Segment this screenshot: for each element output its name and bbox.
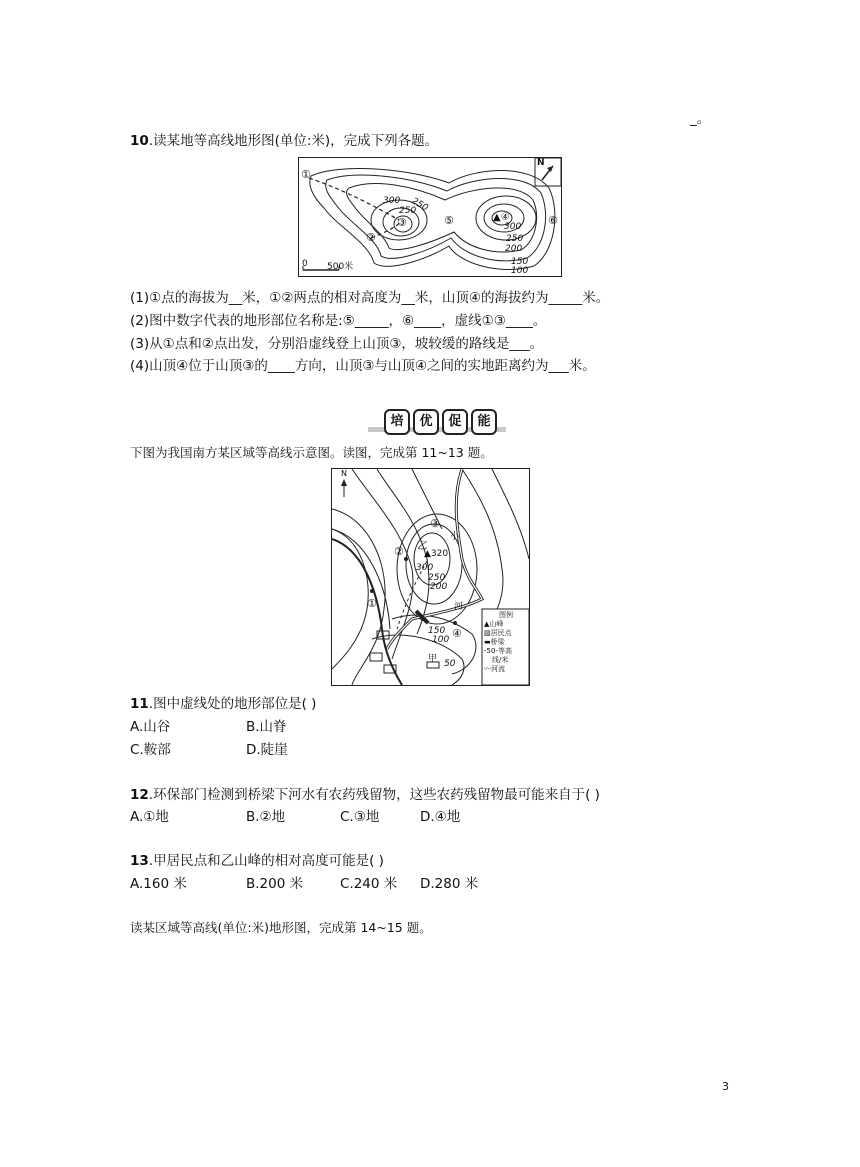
map2-north-label: N — [341, 469, 347, 478]
legend-peak: ▲山峰 — [484, 620, 504, 628]
peak-icon: ▲ — [484, 620, 490, 628]
map1-label-200: 200 — [505, 244, 523, 254]
q12-option-c[interactable]: C.③地 — [340, 809, 380, 825]
map1-label-300: 300 — [504, 222, 522, 232]
bridge-icon: ▬ — [484, 638, 491, 646]
map2-contour-50: 50 — [444, 659, 456, 669]
map1-point-1: ① — [301, 168, 311, 181]
contour-map-1 — [298, 157, 562, 277]
map1-scale-zero: 0 — [302, 259, 308, 269]
map1-point-4: ▲④ — [493, 212, 510, 223]
legend-contour-unit: 线/米 — [492, 656, 509, 664]
q10-sub2: (2)图中数字代表的地形部位名称是:⑤_____，⑥____，虚线①③____。 — [130, 313, 547, 329]
page-number: 3 — [722, 1080, 729, 1093]
q13-option-c[interactable]: C.240 米 — [340, 876, 398, 892]
map2-contour-100: 100 — [432, 635, 450, 645]
badge-char-2: 优 — [413, 409, 439, 435]
map2-point-3: ③ — [430, 517, 440, 530]
map2-contour-250: 250 — [428, 573, 446, 583]
q13-option-d[interactable]: D.280 米 — [420, 876, 479, 892]
map2-peak-elevation: ▲320 — [424, 549, 449, 559]
q10-stem — [130, 132, 438, 150]
q10-sub3: (3)从①点和②点出发，分别沿虚线登上山顶③，坡较缓的路线是___。 — [130, 336, 544, 352]
q11-option-d[interactable]: D.陡崖 — [246, 742, 288, 758]
contour-map-2 — [331, 468, 530, 686]
map1-point-6: ⑥ — [548, 214, 558, 227]
map2-point-1: ① — [367, 597, 377, 610]
q11-stem: 11.图中虚线处的地形部位是( ) — [130, 696, 317, 712]
map2-legend — [484, 611, 528, 674]
legend-river: 〰河流 — [484, 665, 505, 673]
q11-option-a[interactable]: A.山谷 — [130, 719, 171, 735]
map1-label-300-a: 300 — [383, 196, 401, 206]
legend-village: ▨居民点 — [484, 629, 512, 637]
map1-north-label: N — [537, 158, 545, 168]
map1-scale-length: 500米 — [327, 262, 354, 272]
q13-stem: 13.甲居民点和乙山峰的相对高度可能是( ) — [130, 853, 384, 869]
map1-label-250: 250 — [506, 234, 524, 244]
top-mark: _。 — [690, 111, 711, 127]
badge-char-4: 能 — [471, 409, 497, 435]
village-icon: ▨ — [484, 629, 491, 637]
map1-point-5: ⑤ — [444, 214, 454, 227]
map2-point-2: ② — [394, 545, 404, 558]
q10-sub1: (1)①点的海拔为__米，①②两点的相对高度为__米，山顶④的海拔约为_____米。 — [130, 290, 610, 306]
map2-river-char-1: 小 — [450, 532, 460, 542]
q10-stem-text: .读某地等高线地形图(单位:米)，完成下列各题。 — [148, 133, 439, 149]
q13-option-a[interactable]: A.160 米 — [130, 876, 187, 892]
intro-14-15: 读某区域等高线(单位:米)地形图，完成第 14~15 题。 — [130, 920, 432, 935]
legend-contour: -50-等高 — [484, 647, 512, 655]
map2-contour-150: 150 — [428, 626, 446, 636]
q11-option-b[interactable]: B.山脊 — [246, 719, 287, 735]
map2-point-4: ④ — [452, 627, 462, 640]
map1-label-100: 100 — [511, 266, 529, 276]
badge-char-3: 促 — [442, 409, 468, 435]
q12-stem: 12.环保部门检测到桥梁下河水有农药残留物，这些农药残留物最可能来自于( ) — [130, 787, 600, 803]
q12-option-a[interactable]: A.①地 — [130, 809, 169, 825]
legend-title: 图例 — [499, 611, 513, 619]
q13-option-b[interactable]: B.200 米 — [246, 876, 304, 892]
section-badge — [382, 409, 492, 433]
intro-11-13: 下图为我国南方某区域等高线示意图。读图，完成第 11~13 题。 — [130, 445, 493, 460]
badge-char-1: 培 — [384, 409, 410, 435]
map1-label-250-b: 250 — [409, 196, 430, 214]
map1-label-150: 150 — [511, 257, 529, 267]
map1-label-250-a: 250 — [399, 206, 417, 216]
q12-option-d[interactable]: D.④地 — [420, 809, 461, 825]
map2-contour-300: 300 — [416, 563, 434, 573]
peak-icon: ▲ — [424, 549, 431, 559]
q12-option-b[interactable]: B.②地 — [246, 809, 286, 825]
map2-village-label: 甲 — [428, 654, 438, 664]
legend-bridge: ▬桥梁 — [484, 638, 505, 646]
map2-river-char-2: 河 — [454, 602, 464, 612]
q11-option-c[interactable]: C.鞍部 — [130, 742, 171, 758]
map2-contour-200: 200 — [430, 582, 448, 592]
map2-peak-name: 乙 — [417, 541, 427, 552]
river-icon: 〰 — [484, 665, 491, 673]
map1-point-3: ③ — [397, 216, 407, 229]
q10-sub4: (4)山顶④位于山顶③的____方向，山顶③与山顶④之间的实地距离约为___米。 — [130, 358, 596, 374]
q10-number: 10 — [130, 133, 149, 149]
map1-point-2: ② — [366, 231, 376, 244]
